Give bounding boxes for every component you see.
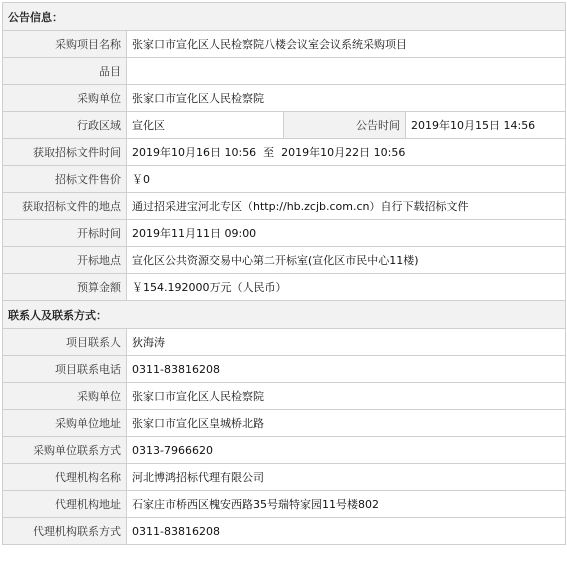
value-project-contact: 狄海涛 <box>127 329 566 356</box>
value-announce-time: 2019年10月15日 14:56 <box>406 112 566 139</box>
value-agency-phone: 0311-83816208 <box>127 518 566 545</box>
value-purchaser-address: 张家口市宣化区皇城桥北路 <box>127 410 566 437</box>
section-title-contacts: 联系人及联系方式： <box>3 301 566 329</box>
table-row <box>3 58 566 85</box>
label-item: 品目 <box>3 58 127 85</box>
value-contact-purchaser: 张家口市宣化区人民检察院 <box>127 383 566 410</box>
label-agency-name: 代理机构名称 <box>3 464 127 491</box>
table-row <box>3 139 566 166</box>
table-row <box>3 31 566 58</box>
value-project-name: 张家口市宣化区人民检察院八楼会议室会议系统采购项目 <box>127 31 566 58</box>
value-open-time: 2019年11月11日 09:00 <box>127 220 566 247</box>
table-row <box>3 247 566 274</box>
table-row <box>3 437 566 464</box>
value-obtain-place: 通过招采进宝河北专区（http://hb.zcjb.com.cn）自行下载招标文件 <box>127 193 566 220</box>
label-open-place: 开标地点 <box>3 247 127 274</box>
label-project-phone: 项目联系电话 <box>3 356 127 383</box>
label-announce-time: 公告时间 <box>284 112 406 139</box>
table-row <box>3 112 566 139</box>
label-obtain-place: 获取招标文件的地点 <box>3 193 127 220</box>
label-agency-phone: 代理机构联系方式 <box>3 518 127 545</box>
value-agency-name: 河北博鸿招标代理有限公司 <box>127 464 566 491</box>
section-title-announcement: 公告信息： <box>3 3 566 31</box>
table-row <box>3 329 566 356</box>
announcement-table <box>2 2 566 545</box>
section-header-contacts <box>3 301 566 329</box>
label-region: 行政区域 <box>3 112 127 139</box>
value-agency-address: 石家庄市桥西区槐安西路35号瑞特家园11号楼802 <box>127 491 566 518</box>
value-open-place: 宣化区公共资源交易中心第二开标室(宣化区市民中心11楼) <box>127 247 566 274</box>
section-header-announcement <box>3 3 566 31</box>
label-open-time: 开标时间 <box>3 220 127 247</box>
label-project-contact: 项目联系人 <box>3 329 127 356</box>
value-obtain-time: 2019年10月16日 10:56 至 2019年10月22日 10:56 <box>127 139 566 166</box>
value-doc-price: ￥0 <box>127 166 566 193</box>
label-obtain-time: 获取招标文件时间 <box>3 139 127 166</box>
table-row <box>3 410 566 437</box>
label-doc-price: 招标文件售价 <box>3 166 127 193</box>
label-purchaser-phone: 采购单位联系方式 <box>3 437 127 464</box>
table-row <box>3 464 566 491</box>
table-row <box>3 85 566 112</box>
label-purchaser: 采购单位 <box>3 85 127 112</box>
table-row <box>3 356 566 383</box>
value-item <box>127 58 566 85</box>
announcement-panel <box>2 2 565 545</box>
table-row <box>3 220 566 247</box>
table-row <box>3 166 566 193</box>
table-row <box>3 383 566 410</box>
label-purchaser-address: 采购单位地址 <box>3 410 127 437</box>
table-row <box>3 193 566 220</box>
label-project-name: 采购项目名称 <box>3 31 127 58</box>
value-purchaser: 张家口市宣化区人民检察院 <box>127 85 566 112</box>
value-project-phone: 0311-83816208 <box>127 356 566 383</box>
value-purchaser-phone: 0313-7966620 <box>127 437 566 464</box>
table-row <box>3 274 566 301</box>
table-row <box>3 491 566 518</box>
label-agency-address: 代理机构地址 <box>3 491 127 518</box>
label-budget: 预算金额 <box>3 274 127 301</box>
value-region: 宣化区 <box>127 112 284 139</box>
table-row <box>3 518 566 545</box>
value-budget: ￥154.192000万元（人民币） <box>127 274 566 301</box>
label-contact-purchaser: 采购单位 <box>3 383 127 410</box>
